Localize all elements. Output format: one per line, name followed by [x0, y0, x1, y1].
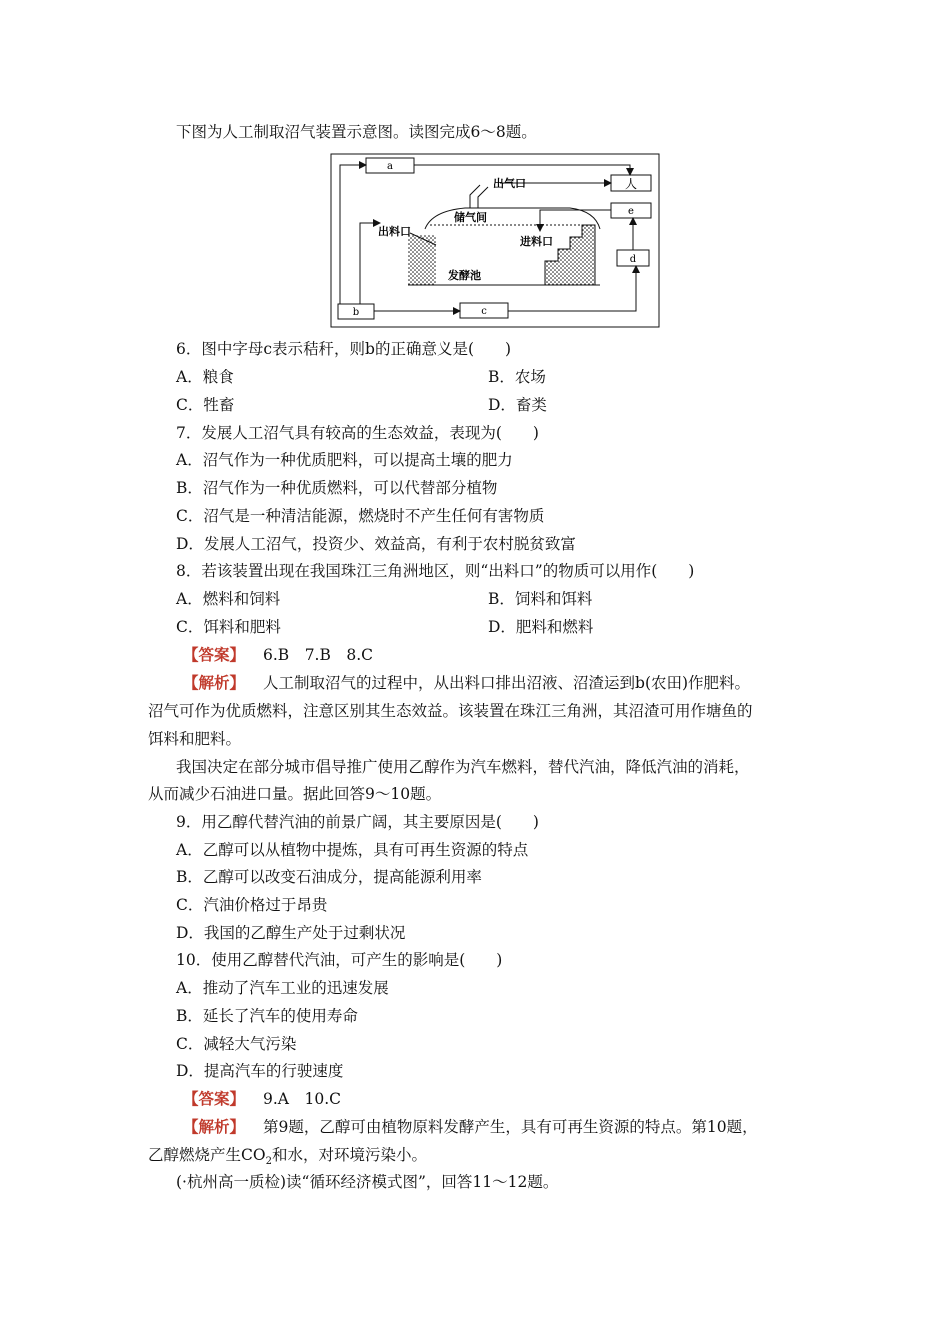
answer-tag: 【答案】: [183, 1089, 246, 1108]
answer-tag: 【答案】: [183, 645, 246, 664]
tank-label: 发酵池: [448, 269, 481, 282]
gas-storage-label: 储气间: [454, 211, 487, 224]
explanation-text-part: 和水，对环境污染小。: [271, 1146, 427, 1164]
explanation-text: 人工制取沼气的过程中，从出料口排出沼液、沼渣运到b(农田)作肥料。: [263, 674, 751, 692]
q8-option-d: D．肥料和燃料: [488, 618, 594, 636]
explanation-tag: 【解析】: [183, 673, 246, 692]
explanation-1-line2: 沼气可作为优质燃料，注意区别其生态效益。该装置在珠江三角洲，其沼渣可用作塘鱼的: [148, 702, 753, 720]
box-a-label: a: [387, 161, 393, 172]
intro3-text: (·杭州高一质检)读“循环经济模式图”，回答11～12题。: [176, 1173, 559, 1191]
q10-stem: 10．使用乙醇替代汽油，可产生的影响是( ): [176, 951, 503, 969]
inlet-label: 进料口: [520, 235, 553, 248]
box-d-label: d: [629, 254, 637, 265]
box-person-label: 人: [624, 177, 638, 191]
biogas-diagram: [330, 153, 660, 328]
box-e-label: e: [628, 206, 634, 217]
explanation-text: 第9题，乙醇可由植物原料发酵产生，具有可再生资源的特点。第10题，: [263, 1118, 758, 1136]
answer-text: 6.B 7.B 8.C: [263, 646, 374, 664]
q7-option-b: B．沼气作为一种优质燃料，可以代替部分植物: [176, 479, 498, 497]
q7-option-d: D．发展人工沼气，投资少、效益高，有利于农村脱贫致富: [176, 535, 576, 553]
q10-option-c: C．减轻大气污染: [176, 1035, 297, 1053]
q6-option-c: C．牲畜: [176, 396, 235, 414]
q9-stem: 9．用乙醇代替汽油的前景广阔，其主要原因是( ): [176, 813, 539, 831]
explanation-1-line3: 饵料和肥料。: [148, 730, 242, 748]
q8-option-b: B．饲料和饵料: [488, 590, 593, 608]
q10-option-b: B．延长了汽车的使用寿命: [176, 1007, 358, 1025]
q8-option-a: A．燃料和饲料: [176, 590, 281, 608]
q9-option-c: C．汽油价格过于昂贵: [176, 896, 328, 914]
q7-stem: 7．发展人工沼气具有较高的生态效益，表现为( ): [176, 424, 539, 442]
answer-1: [183, 644, 373, 666]
q6-option-b: B．农场: [488, 368, 546, 386]
q8-option-c: C．饵料和肥料: [176, 618, 281, 636]
q9-option-b: B．乙醇可以改变石油成分，提高能源利用率: [176, 868, 482, 886]
q8-stem: 8．若该装置出现在我国珠江三角洲地区，则“出料口”的物质可以用作( ): [176, 562, 695, 580]
answer-text: 9.A 10.C: [263, 1090, 342, 1108]
gas-outlet-label: 出气口: [493, 177, 526, 190]
q9-option-d: D．我国的乙醇生产处于过剩状况: [176, 924, 406, 942]
box-b-label: b: [352, 307, 360, 318]
explanation-2-line2: [148, 1144, 427, 1173]
intro2-line1: 我国决定在部分城市倡导推广使用乙醇作为汽车燃料，替代汽油，降低汽油的消耗，: [176, 758, 750, 776]
box-c-label: c: [481, 306, 487, 317]
explanation-1-line1: [183, 672, 750, 694]
q9-option-a: A．乙醇可以从植物中提炼，具有可再生资源的特点: [176, 841, 529, 859]
q10-option-a: A．推动了汽车工业的迅速发展: [176, 979, 389, 997]
explanation-text-part: 乙醇燃烧产生CO: [148, 1146, 266, 1164]
q7-option-a: A．沼气作为一种优质肥料，可以提高土壤的肥力: [176, 451, 513, 469]
q6-option-d: D．畜类: [488, 396, 547, 414]
q10-option-d: D．提高汽车的行驶速度: [176, 1062, 344, 1080]
subscript: 2: [265, 1156, 272, 1168]
q7-option-c: C．沼气是一种清洁能源，燃烧时不产生任何有害物质: [176, 507, 545, 525]
intro2-line2: 从而减少石油进口量。据此回答9～10题。: [148, 785, 442, 803]
explanation-2-line1: [183, 1116, 758, 1138]
intro-text: 下图为人工制取沼气装置示意图。读图完成6～8题。: [176, 123, 537, 141]
explanation-tag: 【解析】: [183, 1117, 246, 1136]
q6-stem: 6．图中字母c表示秸秆，则b的正确意义是( ): [176, 340, 512, 358]
answer-2: [183, 1088, 341, 1110]
outlet-label: 出料口: [378, 225, 411, 238]
q6-option-a: A．粮食: [176, 368, 234, 386]
